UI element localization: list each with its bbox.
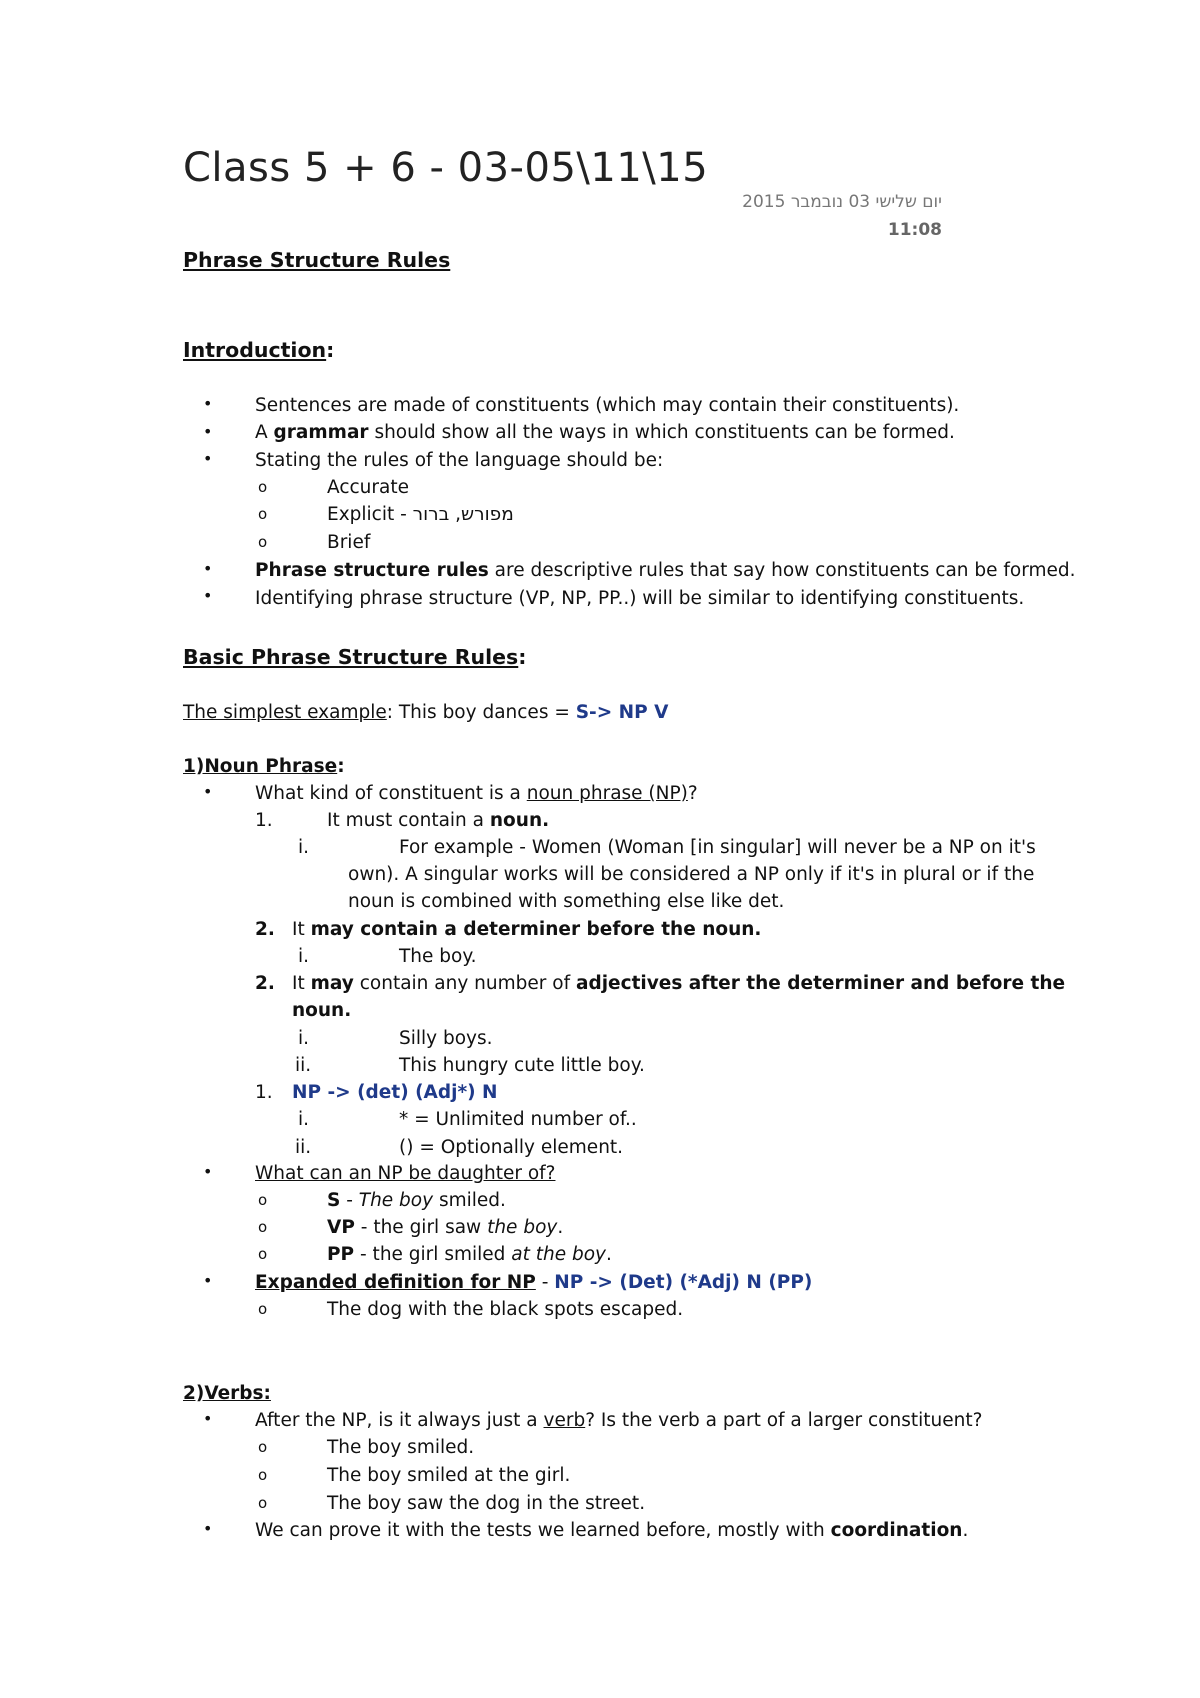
np-rule-formula: NP -> (det) (Adj*) N — [292, 1082, 498, 1103]
text-span: The boy — [358, 1190, 434, 1211]
np-rule-note-2: () = Optionally element. — [399, 1137, 624, 1158]
verbs-example-3: The boy saw the dog in the street. — [327, 1493, 646, 1514]
verbs-example-2: The boy smiled at the girl. — [327, 1465, 571, 1486]
list-number: 2. — [255, 919, 275, 940]
list-roman: ii. — [295, 1055, 312, 1076]
intro-item-5: Identifying phrase structure (VP, NP, PP..) will be similar to identifying constituents. — [255, 588, 1025, 609]
intro-subitem-explicit: Explicit - מפורש, ברור — [327, 504, 514, 525]
verbs-example-1: The boy smiled. — [327, 1437, 475, 1458]
intro-item-4 — [255, 562, 1076, 581]
circle-bullet-icon: o — [258, 1466, 268, 1484]
np-example-3a: Silly boys. — [399, 1028, 493, 1049]
text-span: : This boy dances = — [386, 702, 576, 723]
np-example-2: The boy. — [399, 946, 477, 967]
circle-bullet-icon: o — [258, 478, 268, 496]
np-question — [255, 785, 698, 804]
verbs-heading: 2)Verbs: — [183, 1383, 271, 1404]
text-span: It — [292, 973, 311, 994]
list-roman: i. — [298, 1028, 310, 1049]
text-span: What kind of constituent is a — [255, 783, 527, 804]
list-roman: i. — [298, 837, 310, 858]
np-example-3b: This hungry cute little boy. — [399, 1055, 645, 1076]
intro-item-3: Stating the rules of the language should be: — [255, 450, 664, 471]
text-span: . — [962, 1520, 969, 1541]
intro-subitem-accurate: Accurate — [327, 477, 409, 498]
np-rule-3-line2: noun. — [292, 1000, 352, 1021]
intro-item-1: Sentences are made of constituents (which may contain their constituents). — [255, 395, 960, 416]
bullet-icon: • — [203, 422, 213, 441]
np-daughter-question: What can an NP be daughter of? — [255, 1163, 556, 1184]
text-span: - — [535, 1272, 555, 1293]
text-span: the boy — [487, 1217, 558, 1238]
text-span: - the girl saw — [354, 1217, 488, 1238]
bullet-icon: • — [203, 449, 213, 468]
note-date: יום שלישי 03 נובמבר 2015 — [742, 192, 942, 212]
text-span: It — [292, 919, 311, 940]
circle-bullet-icon: o — [258, 505, 268, 523]
np-example-1-line2: own). A singular works will be considered a NP only if it's in plural or if the — [348, 864, 1035, 885]
np-rule-2 — [292, 921, 761, 940]
text-span: ? — [687, 783, 698, 804]
page-title: Class 5 + 6 - 03-05\11\15 — [183, 145, 709, 191]
text-span: should show all the ways in which constituents can be formed. — [368, 422, 955, 443]
text-span: Phrase structure rules — [255, 560, 489, 581]
list-number: 1. — [255, 1082, 273, 1103]
text-span: at the boy — [511, 1244, 606, 1265]
simplest-example — [183, 704, 668, 723]
intro-heading — [183, 340, 334, 361]
np-heading — [183, 758, 345, 777]
text-span: coordination — [830, 1520, 963, 1541]
list-number: 2. — [255, 973, 275, 994]
text-span: The simplest example — [183, 702, 387, 723]
np-example-1-line3: noun is combined with something else like det. — [348, 891, 785, 912]
text-span: may contain a determiner before the noun. — [310, 919, 762, 940]
circle-bullet-icon: o — [258, 1245, 268, 1263]
circle-bullet-icon: o — [258, 533, 268, 551]
np-rule-1 — [327, 812, 549, 831]
text-span: verb — [543, 1410, 586, 1431]
intro-item-2 — [255, 424, 955, 443]
bullet-icon: • — [203, 1162, 213, 1181]
intro-subitem-brief: Brief — [327, 532, 371, 553]
bullet-icon: • — [203, 1409, 213, 1428]
np-daughter-s — [327, 1192, 506, 1211]
circle-bullet-icon: o — [258, 1438, 268, 1456]
text-span: . — [557, 1217, 564, 1238]
verbs-proof — [255, 1522, 968, 1541]
list-number: 1. — [255, 810, 273, 831]
np-example-1-line1: For example - Women (Woman [in singular] will never be a NP on it's — [399, 837, 1036, 858]
text-span: adjectives after the determiner and before the — [575, 973, 1066, 994]
text-span: contain any number of — [353, 973, 576, 994]
text-span: - — [340, 1190, 359, 1211]
circle-bullet-icon: o — [258, 1218, 268, 1236]
basic-heading-colon: : — [518, 645, 527, 669]
bullet-icon: • — [203, 394, 213, 413]
list-roman: ii. — [295, 1137, 312, 1158]
text-span: VP — [327, 1217, 355, 1238]
circle-bullet-icon: o — [258, 1494, 268, 1512]
text-span: PP — [327, 1244, 355, 1265]
np-rule-note-1: * = Unlimited number of.. — [399, 1109, 637, 1130]
text-span: S — [327, 1190, 341, 1211]
np-rule-3 — [292, 975, 1065, 994]
basic-heading-text: Basic Phrase Structure Rules — [183, 645, 519, 669]
np-daughter-vp — [327, 1219, 563, 1238]
np-expanded-definition — [255, 1274, 812, 1293]
intro-heading-colon: : — [326, 338, 335, 362]
np-heading-text: 1)Noun Phrase — [183, 756, 338, 777]
text-span: smiled. — [433, 1190, 506, 1211]
basic-heading — [183, 647, 526, 668]
text-span: . — [606, 1244, 612, 1265]
note-time: 11:08 — [887, 220, 942, 240]
text-span: It must contain a — [327, 810, 490, 831]
main-heading: Phrase Structure Rules — [183, 248, 451, 272]
text-span: Expanded definition for NP — [255, 1272, 536, 1293]
circle-bullet-icon: o — [258, 1300, 268, 1318]
bullet-icon: • — [203, 782, 213, 801]
text-span: noun. — [489, 810, 550, 831]
circle-bullet-icon: o — [258, 1191, 268, 1209]
rule-text: NP -> (Det) (*Adj) N (PP) — [554, 1272, 813, 1293]
text-span: After the NP, is it always just a — [255, 1410, 544, 1431]
bullet-icon: • — [203, 559, 213, 578]
text-span: We can prove it with the tests we learned before, mostly with — [255, 1520, 831, 1541]
list-roman: i. — [298, 1109, 310, 1130]
text-span: A — [255, 422, 274, 443]
bullet-icon: • — [203, 586, 213, 605]
text-span: ? Is the verb a part of a larger constituent? — [585, 1410, 983, 1431]
bullet-icon: • — [203, 1519, 213, 1538]
np-heading-colon: : — [337, 756, 345, 777]
text-span: noun phrase (NP) — [526, 783, 688, 804]
text-span: are descriptive rules that say how constituents can be formed. — [488, 560, 1076, 581]
np-expanded-example: The dog with the black spots escaped. — [327, 1299, 684, 1320]
np-daughter-pp — [327, 1246, 612, 1265]
text-span: may — [310, 973, 354, 994]
bullet-icon: • — [203, 1271, 213, 1290]
verbs-question — [255, 1412, 982, 1431]
rule-text: S-> NP V — [575, 702, 669, 723]
text-span: - the girl smiled — [354, 1244, 512, 1265]
text-span: grammar — [273, 422, 369, 443]
intro-heading-text: Introduction — [183, 338, 327, 362]
list-roman: i. — [298, 946, 310, 967]
